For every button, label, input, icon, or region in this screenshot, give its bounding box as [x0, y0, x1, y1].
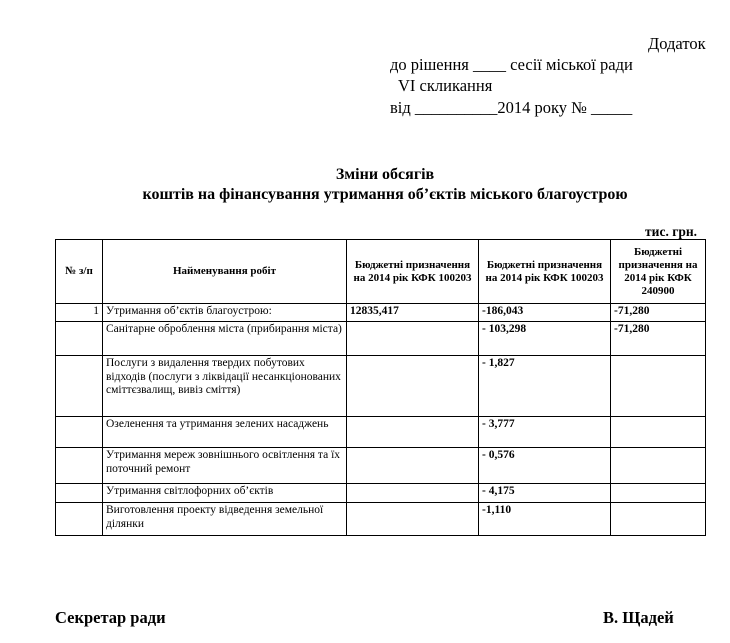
- units-label: тис. грн.: [645, 224, 697, 239]
- row-number: [56, 448, 103, 484]
- table-row: [56, 322, 706, 356]
- row-value-col3: [611, 448, 706, 484]
- header-budget-100203-b: Бюджетні призначення на 2014 рік КФК 100203: [479, 240, 611, 304]
- row-value-col3: -71,280: [611, 322, 706, 356]
- row-number: [56, 417, 103, 448]
- row-name: Послуги з видалення твердих побутових відходів (послуги з ліквідації несанкціонованих сміттєзвалищ, вивіз сміття): [103, 356, 347, 417]
- row-value-col1: [347, 322, 479, 356]
- table-row: [56, 448, 706, 484]
- row-name: Санітарне оброблення міста (прибирання міста): [103, 322, 347, 356]
- addendum-date-line: від __________2014 року № _____: [390, 98, 633, 117]
- row-value-col3: [611, 503, 706, 536]
- row-value-col1: [347, 417, 479, 448]
- row-value-col3: [611, 484, 706, 503]
- row-value-col1: 12835,417: [347, 304, 479, 322]
- row-value-col1: [347, 448, 479, 484]
- table-row: [56, 417, 706, 448]
- signature-position: Секретар ради: [55, 608, 166, 627]
- row-number: [56, 484, 103, 503]
- row-name: Утримання мереж зовнішнього освітлення та їх поточний ремонт: [103, 448, 347, 484]
- row-value-col2: - 3,777: [479, 417, 611, 448]
- header-number: № з/п: [56, 240, 103, 304]
- row-value-col3: [611, 417, 706, 448]
- header-budget-100203-a: Бюджетні призначення на 2014 рік КФК 100203: [347, 240, 479, 304]
- header-budget-240900: Бюджетні призначення на 2014 рік КФК 240900: [611, 240, 706, 304]
- row-value-col2: - 4,175: [479, 484, 611, 503]
- row-number: [56, 356, 103, 417]
- document-title-line2: коштів на фінансування утримання об’єктів міського благоустрою: [142, 186, 628, 203]
- row-value-col2: - 0,576: [479, 448, 611, 484]
- row-value-col3: -71,280: [611, 304, 706, 322]
- row-value-col3: [611, 356, 706, 417]
- row-name: Озеленення та утримання зелених насаджень: [103, 417, 347, 448]
- budget-table: [55, 239, 706, 536]
- row-value-col2: - 103,298: [479, 322, 611, 356]
- header-name: Найменування робіт: [103, 240, 347, 304]
- row-value-col2: -186,043: [479, 304, 611, 322]
- row-name: Утримання світлофорних об’єктів: [103, 484, 347, 503]
- row-name: Утримання об’єктів благоустрою:: [103, 304, 347, 322]
- addendum-convocation-line: VI скликання: [398, 76, 493, 95]
- row-number: [56, 503, 103, 536]
- signature-name: В. Щадей: [603, 608, 674, 627]
- table-row: [56, 304, 706, 322]
- row-number: 1: [56, 304, 103, 322]
- addendum-label: Додаток: [648, 34, 706, 53]
- row-value-col1: [347, 503, 479, 536]
- row-value-col1: [347, 484, 479, 503]
- addendum-decision-line: до рішення ____ сесії міської ради: [390, 55, 633, 74]
- row-value-col1: [347, 356, 479, 417]
- row-value-col2: - 1,827: [479, 356, 611, 417]
- row-name: Виготовлення проекту відведення земельної ділянки: [103, 503, 347, 536]
- row-value-col2: -1,110: [479, 503, 611, 536]
- table-row: [56, 503, 706, 536]
- table-row: [56, 356, 706, 417]
- table-header-row: [56, 240, 706, 304]
- row-number: [56, 322, 103, 356]
- table-row: [56, 484, 706, 503]
- document-title-line1: Зміни обсягів: [335, 166, 435, 183]
